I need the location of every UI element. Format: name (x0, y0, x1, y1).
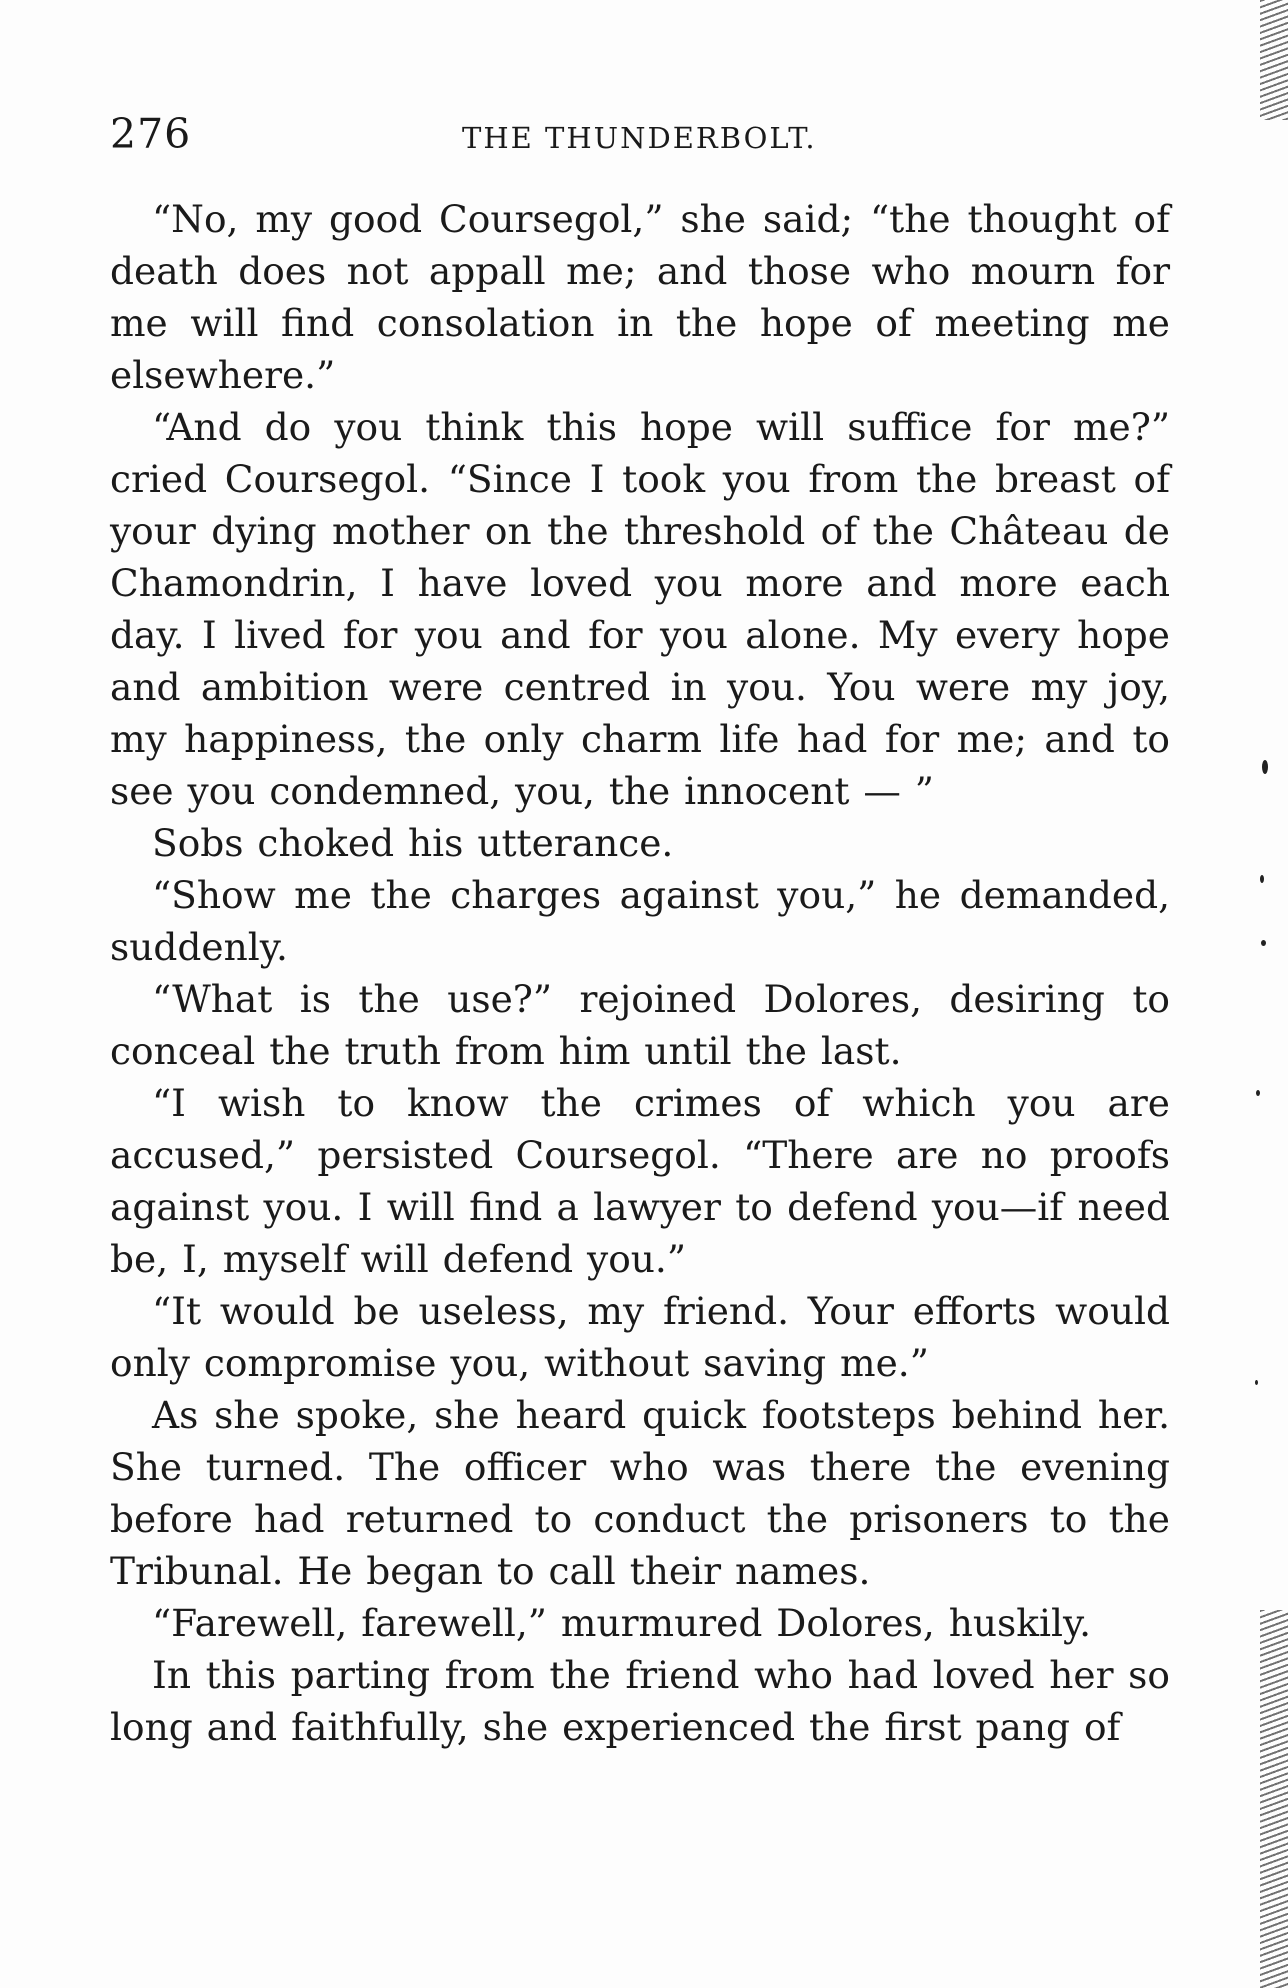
body-text (110, 193, 1170, 1753)
speck (1261, 940, 1266, 946)
paragraph: “No, my good Coursegol,” she said; “the thought of death does not appall me; and those who mourn for me will find consolation in the hope of meeting me elsewhere.” (110, 197, 1170, 397)
page-number: 276 (110, 110, 192, 158)
scan-edge-marks (1226, 0, 1288, 1988)
paragraph: As she spoke, she heard quick footsteps behind her. She turned. The officer who was there the evening before had returned to conduct the prisoners to the Tribunal. He began to call their names. (110, 1393, 1170, 1593)
speck (1262, 760, 1268, 774)
speck (1255, 1380, 1258, 1385)
speck (1260, 875, 1264, 883)
running-title: THE THUNDERBOLT. (462, 121, 817, 155)
paragraph: In this parting from the friend who had loved her so long and faithfully, she experienced the first pang of (110, 1653, 1170, 1749)
paragraph: “Show me the charges against you,” he demanded, suddenly. (110, 873, 1170, 969)
paragraph: “I wish to know the crimes of which you are accused,” persisted Coursegol. “There are no proofs against you. I will find a lawyer to defend you—if need be, I, myself will defend you.” (110, 1081, 1170, 1281)
paragraph: “It would be useless, my friend. Your efforts would only compromise you, without saving me.” (110, 1289, 1170, 1385)
paragraph: Sobs choked his utterance. (152, 821, 674, 865)
binding-shadow (1260, 1610, 1288, 1988)
paragraph: “And do you think this hope will suffice for me?” cried Coursegol. “Since I took you from the breast of your dying mother on the threshold of the Château de Chamondrin, I have loved you more and more each day. I lived for you and for you alone. My every hope and ambition were centred in you. You were my joy, my happiness, the only charm life had for me; and to see you condemned, you, the innocent — ” (110, 405, 1170, 813)
paragraph: “Farewell, farewell,” murmured Dolores, huskily. (152, 1601, 1092, 1645)
speck (1256, 1090, 1260, 1096)
binding-shadow (1260, 0, 1288, 120)
paragraph: “What is the use?” rejoined Dolores, desiring to conceal the truth from him until the last. (110, 977, 1170, 1073)
page-header (110, 104, 1160, 164)
